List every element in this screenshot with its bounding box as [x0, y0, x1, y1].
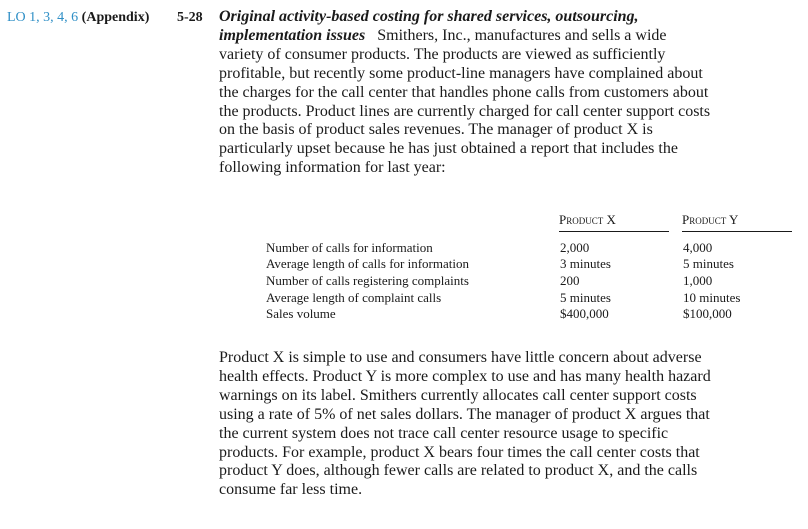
outro-paragraph: [219, 349, 794, 500]
problem-title-line-1: Original activity-based costing for shared services, outsourcing,: [219, 8, 639, 25]
row-label: Average length of complaint calls: [266, 290, 442, 305]
row-label: Average length of calls for information: [266, 256, 469, 271]
intro-line: the charges for the call center that handles phone calls from customers about: [219, 83, 709, 101]
product-x-value: $400,000: [560, 306, 609, 321]
column-header-product-x: Product X: [559, 212, 669, 232]
product-y-value: 5 minutes: [683, 256, 734, 271]
intro-paragraph: [219, 8, 794, 178]
row-label: Number of calls registering complaints: [266, 273, 469, 288]
intro-line: the products. Product lines are currently charged for call center support costs: [219, 102, 711, 120]
intro-line: particularly upset because he has just obtained a report that includes the: [219, 140, 678, 158]
table-row: [266, 256, 786, 273]
outro-line: Product X is simple to use and consumers have little concern about adverse: [219, 349, 702, 366]
table-row: [266, 306, 786, 323]
row-label: Sales volume: [266, 306, 336, 321]
intro-line: on the basis of product sales revenues. The manager of product X is: [219, 121, 653, 139]
outro-line: using a rate of 5% of net sales dollars. The manager of product X argues that: [219, 405, 710, 423]
intro-line: profitable, but recently some product-line managers have complained about: [219, 64, 703, 82]
outro-line: products. For example, product X bears four times the call center costs that: [219, 443, 700, 461]
outro-line: health effects. Product Y is more complex to use and has many health hazard: [219, 367, 711, 385]
product-x-value: 3 minutes: [560, 256, 611, 271]
outro-line: warnings on its label. Smithers currently allocates call center support costs: [219, 386, 697, 404]
intro-line: variety of consumer products. The products are viewed as sufficiently: [219, 45, 666, 63]
learning-objectives: [7, 10, 149, 26]
product-x-value: 2,000: [560, 240, 590, 255]
table-row: [266, 273, 786, 290]
product-x-value: 200: [560, 273, 580, 288]
intro-line-2: [219, 27, 794, 46]
outro-line: product Y does, although fewer calls are related to product X, and the calls: [219, 462, 698, 480]
intro-text: Smithers, Inc., manufactures and sells a wide: [377, 26, 667, 44]
intro-line: following information for last year:: [219, 159, 446, 177]
lo-numbers: LO 1, 3, 4, 6: [7, 10, 79, 25]
product-y-value: 10 minutes: [683, 290, 741, 305]
product-y-value: $100,000: [683, 306, 732, 321]
table-row: [266, 240, 786, 257]
appendix-tag: (Appendix): [81, 10, 150, 25]
problem-number: 5-28: [177, 10, 203, 25]
table-row: [266, 290, 786, 307]
product-x-value: 5 minutes: [560, 290, 611, 305]
column-header-product-y: Product Y: [682, 212, 792, 232]
outro-line: consume far less time.: [219, 481, 363, 499]
product-y-value: 1,000: [683, 273, 713, 288]
product-y-value: 4,000: [683, 240, 713, 255]
problem-title-line-2: implementation issues: [219, 26, 366, 44]
outro-line: the current system does not trace call center resource usage to specific: [219, 424, 669, 442]
row-label: Number of calls for information: [266, 240, 433, 255]
